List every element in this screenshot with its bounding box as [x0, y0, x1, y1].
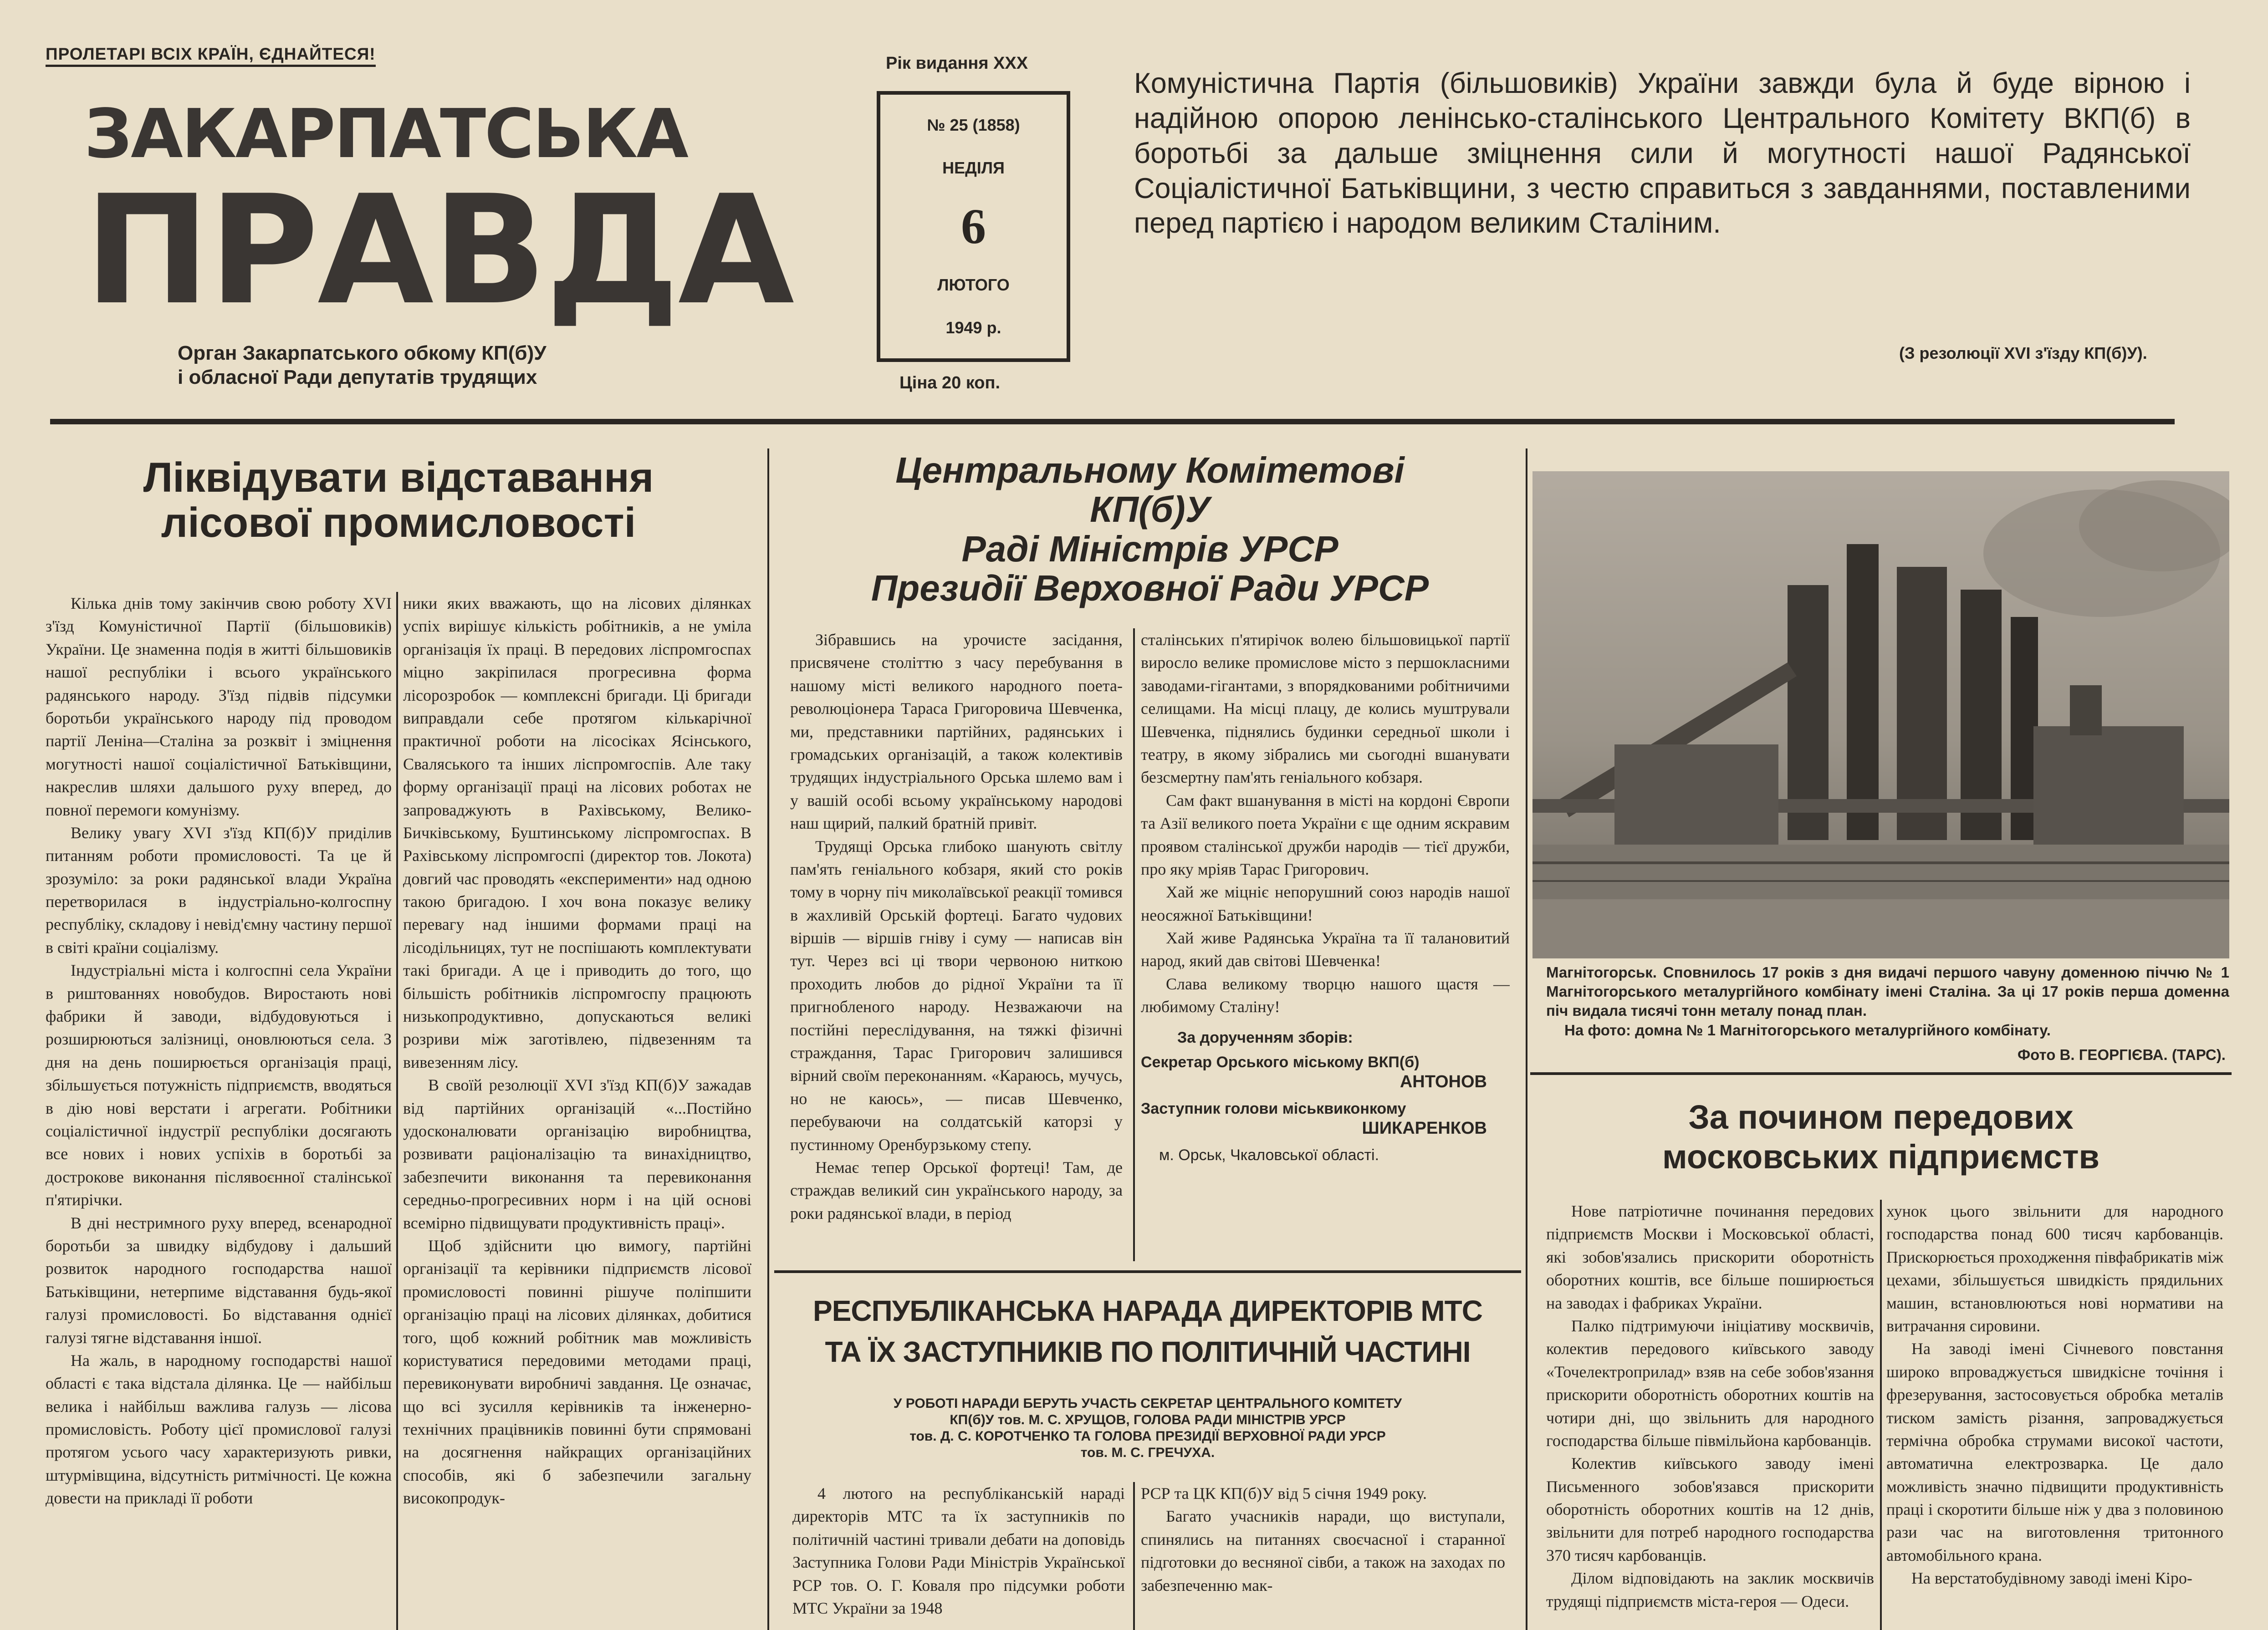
paragraph: 4 лютого на республіканській нараді директорів МТС та їх заступників по політичній частині тривали дебати на доповідь Заступника Голови Ради Міністрів Української РСР тов. О. Г. Коваля про підсумки роботи МТС України за 1948	[792, 1484, 1125, 1617]
editorial-headline	[68, 455, 729, 546]
paragraph: На заводі імені Січневого повстання широко впроваджується швидкісне точіння і фрезерування, застосовується обробка металів тиском замість різання, запроваджується термічна обробка струмами високої частоти, автоматична електрозварка. Це дало можливість значно підвищити продуктивність праці і скоротити більше ніж у два з половиною рази час на виготовлення тритонного автомобільного крана.	[1886, 1340, 2223, 1564]
slogan: ПРОЛЕТАРІ ВСІХ КРАЇН, ЄДНАЙТЕСЯ!	[46, 45, 376, 67]
letter-headline	[774, 451, 1526, 608]
editorial-headline-line2: лісової промисловості	[161, 499, 636, 546]
masthead-title-line2: ПРАВДА	[84, 163, 793, 338]
paragraph: Сам факт вшанування в місті на кордоні Європи та Азії великого поета України є ще одним яскравим проявом сталінської дружби народів — тієї дружби, про яку мріяв Тарас Григорович.	[1141, 791, 1510, 878]
conference-subhead	[774, 1396, 1521, 1461]
section-rule	[774, 1270, 1521, 1273]
letter-headline-line2: КП(б)У	[1090, 489, 1210, 530]
signature-1-title: Секретар Орського міському ВКП(б)	[1141, 1053, 1420, 1071]
editorial-column-1	[46, 592, 392, 1630]
conference-subhead-line4: тов. М. С. ГРЕЧУХА.	[1080, 1445, 1215, 1460]
section-divider	[767, 448, 769, 1630]
paragraph: Слава великому творцю нашого щастя — любимому Сталіну!	[1141, 974, 1510, 1016]
paragraph: Колектив київського заводу імені Письменного зобов'язався прискорити оборотність оборотних коштів на 12 днів, звільнити для потреб народного господарства 370 тисяч карбованців.	[1546, 1454, 1874, 1564]
conference-subhead-line2: КП(б)У тов. М. С. ХРУЩОВ, ГОЛОВА РАДИ МІНІСТРІВ УРСР	[950, 1412, 1346, 1427]
column-divider	[1133, 1482, 1135, 1630]
column-divider	[1133, 628, 1135, 1261]
paragraph: Індустріальні міста і колгоспні села України в риштованнях новобудов. Виростають нові фабрики й заводи, відбудовуються і розширюються залізниці, оновлюються села. З дня на день поширюється організація праці, збільшується потужність підприємств, вводяться в дію нові верстати і агрегати. Робітники соціалістичної індустрії республіки досягають все нових і нових успіхів в боротьбі за дострокове виконання післявоєнної сталінської п'ятирічки.	[46, 961, 392, 1209]
paragraph: На жаль, в народному господарстві нашої області є така відстала ділянка. Це — найбільш велика і найбільш важлива галузь — лісова промисловість. Роботу цієї промислової галузі протягом усього часу характеризують ривки, штурмівщина, відсутність ритмічності. Це кожна довести на прикладі її роботи	[46, 1351, 392, 1508]
conference-column-1	[792, 1482, 1125, 1630]
paragraph: Хай же міцніє непорушний союз народів нашої неосяжної Батьківщини!	[1141, 883, 1510, 924]
blast-furnace-image	[1532, 471, 2229, 958]
issue-box	[877, 91, 1070, 362]
editorial-column-2	[403, 592, 751, 1630]
paragraph: Трудящі Орська глибоко шанують світлу пам'ять геніального кобзаря, який сто років тому в чорну піч миколаївської реакції томився в жахливій Орській фортеці. Багато чудових віршів — віршів гніву і суму — написав він тут. Через всі ці твори червоною ниткою проходить любов до рідної України та її пригнобленого народу. Незважаючи на постійні переслідування, на тяжкі фізичні страждання, Тарас Григорович залишився вірний своїм переконанням. «Караюсь, мучусь, но не каюсь», — писав Шевченко, перебуваючи на солдатській каторзі у пустинному Оренбурзькому степу.	[790, 837, 1123, 1154]
moscow-column-2	[1886, 1200, 2223, 1630]
letter-column-2	[1141, 628, 1510, 1266]
paragraph: Ділом відповідають на заклик москвичів трудящі підприємств міста-героя — Одеси.	[1546, 1569, 1874, 1610]
photo-caption-text: Магнітогорськ. Сповнилось 17 років з дня видачі першого чавуну доменною піччю № 1 Магнітогорського металургійного комбінату імені Сталіна. За ці 17 років перша доменна піч видала тисячі тонн металу понад план.	[1546, 964, 2229, 1019]
by-order: За дорученням зборів:	[1177, 1029, 1353, 1046]
lead-quote-source: (З резолюції XVI з'їзду КП(б)У).	[1899, 344, 2147, 362]
issue-number: № 25 (1858)	[927, 116, 1020, 135]
letter-column-1	[790, 628, 1123, 1266]
signature-1-name: АНТОНОВ	[1400, 1072, 1487, 1092]
letter-headline-line1: Центральному Комітетові	[895, 450, 1405, 490]
paragraph: Зібравшись на урочисте засідання, присвячене століттю з часу перебування в нашому місті великого народного поета-революціонера Тараса Григоровича Шевченка, ми, представники партійних, радянських і громадських організацій, а також колективів трудящих індустріального Орська шлемо вам і у вашій особі всьому українському народові наш щирий, палкий братній привіт.	[790, 631, 1123, 833]
masthead-title-line1: ЗАКАРПАТСЬКА	[84, 95, 687, 173]
organ-line	[178, 341, 547, 390]
organ-line-2: і обласної Ради депутатів трудящих	[178, 366, 537, 388]
photo-caption-subject: На фото: домна № 1 Магнітогорського металургійного комбінату.	[1564, 1021, 2051, 1039]
paragraph: ники яких вважають, що на лісових ділянках успіх вирішує кількість робітників, а не уміла організація їх праці. В передових ліспромгоспах міцно закріпилася прогресивна форма лісорозробок — комплексні бригади. Ці бригади виправдали себе протягом кількарічної практичної роботи на лісосіках Ясінського, Сваляського та інших ліспромгоспів. Але таку форму організації праці на лісових роботах не запроваджують в Рахівському, Велико-Бичківському, Буштинському ліспромгоспах. В Рахівському ліспромгоспі (директор тов. Локота) довгий час проводять «експерименти» над одною такою бригадою. І хоч вона показує велику перевагу над іншими формами праці на лісодільницях, тут не поспішають комплектувати такі бригади. А це і приводить до того, що більшість робітників ліспромгоспу працюють низькопродуктивно, допускаються великі розриви між заготівлею, підвезенням та вивезенням лісу.	[403, 594, 751, 1071]
section-rule	[1530, 1072, 2232, 1075]
publication-year: Рік видання XXX	[886, 54, 1028, 73]
paragraph: В своїй резолюції XVI з'їзд КП(б)У зажадав від партійних організацій «...Постійно удосконалювати організацію виробництва, розвивати раціоналізацію та винахідництво, забезпечити виконання та перевиконання середньо-прогресивних норм і на цій основі всемірно підвищувати продуктивність праці».	[403, 1076, 751, 1232]
lead-quote: Комуністична Партія (більшовиків) України завжди була й буде вірною і надійною опорою ленінсько-сталінського Центрального Комітету ВКП(б) в боротьбі за дальше зміцнення сили й могутності нашої Радянської Соціалістичної Батьківщини, з честю справиться з завданнями, поставленими перед партією і народом великим Сталіним.	[1134, 67, 2191, 239]
paragraph: Хай живе Радянська Україна та її талановитий народ, який дав світові Шевченка!	[1141, 929, 1510, 970]
paragraph: хунок цього звільнити для народного господарства понад 600 тисяч карбованців. Прискорюється проходження півфабрикатів між цехами, збільшується швидкість прядильних машин, встановлюються нові нормативи на витрачання сировини.	[1886, 1202, 2223, 1335]
photo-blast-furnace	[1532, 471, 2229, 958]
organ-line-1: Орган Закарпатського обкому КП(б)У	[178, 342, 547, 364]
masthead-rule	[50, 419, 2175, 424]
paragraph: На верстатобудівному заводі імені Кіро-	[1911, 1569, 2192, 1588]
issue-month: ЛЮТОГО	[937, 275, 1010, 294]
conference-subhead-line3: тов. Д. С. КОРОТЧЕНКО ТА ГОЛОВА ПРЕЗИДІЇ ВЕРХОВНОЇ РАДИ УРСР	[909, 1429, 1386, 1444]
paragraph: Кілька днів тому закінчив свою роботу XVI з'їзд Комуністичної Партії (більшовиків) України. Це знаменна подія в житті більшовиків нашої республіки і всього українського радянського народу. З'їзд підвів підсумки боротьби українського народу під проводом партії Леніна—Сталіна за розквіт і зміцнення могутності нашої соціалістичної Батьківщини, накреслив шляхи дальшого руху вперед, до повної перемоги комунізму.	[46, 594, 392, 819]
conference-column-2	[1141, 1482, 1505, 1630]
signature-2-name: ШИКАРЕНКОВ	[1362, 1119, 1487, 1138]
paragraph: РСР та ЦК КП(б)У від 5 січня 1949 року.	[1141, 1484, 1427, 1503]
conference-headline	[774, 1291, 1521, 1372]
paragraph: В дні нестримного руху вперед, всенародної боротьби за швидку відбудову і дальший розвиток народного господарства нашої Батьківщини, нетерпиме відставання будь-якої галузі промисловості. Бо відставання однієї галузі тягне відставання іншої.	[46, 1213, 392, 1347]
moscow-headline-line2: московських підприємств	[1662, 1138, 2100, 1176]
conference-headline-line1: РЕСПУБЛІКАНСЬКА НАРАДА ДИРЕКТОРІВ МТС	[813, 1294, 1482, 1327]
letter-headline-line3: Раді Міністрів УРСР	[961, 528, 1338, 569]
issue-year: 1949 р.	[945, 318, 1001, 337]
price: Ціна 20 коп.	[899, 373, 1001, 392]
conference-subhead-line1: У РОБОТІ НАРАДИ БЕРУТЬ УЧАСТЬ СЕКРЕТАР ЦЕНТРАЛЬНОГО КОМІТЕТУ	[893, 1396, 1402, 1411]
paragraph: Щоб здійснити цю вимогу, партійні організації та керівники підприємств лісової промисловості повинні рішуче поліпшити організацію праці на лісових ділянках, добитися того, щоб кожний робітник мав можливість користуватися передовими методами праці, перевиконувати виробничі завдання. Це означає, що всі зусилля керівників та інженерно-технічних працівників повинні бути спрямовані на досягнення найкращих організаційних способів, які б забезпечили загальну високопродук-	[403, 1236, 751, 1508]
paragraph: Велику увагу XVI з'їзд КП(б)У приділив питанням роботи промисловості. Та це й зрозуміло: за роки радянської влади Україна перетворилася в індустріально-колгоспну республіку, складову і невід'ємну частину першої в світі країни соціалізму.	[46, 823, 392, 957]
paragraph: Немає тепер Орської фортеці! Там, де страждав великий син українського народу, за роки радянської влади, в період	[790, 1158, 1123, 1222]
moscow-column-1	[1546, 1200, 1874, 1630]
paragraph: Нове патріотичне починання передових підприємств Москви і Московської області, які зобов'язались прискорити оборотність оборотних коштів, все більше поширюється на заводах і фабриках України.	[1546, 1202, 1874, 1312]
moscow-headline	[1530, 1097, 2232, 1177]
paragraph: Палко підтримуючи ініціативу москвичів, колектив передового київського заводу «Точелектроприлад» взяв на себе зобов'язання прискорити оборотність оборотних коштів на чотири дні, що звільнить для народного господарства більше півмільйона карбованців.	[1546, 1316, 1874, 1450]
paragraph: сталінських п'ятирічок волею більшовицької партії виросло велике промислове місто з першокласними заводами-гігантами, з впорядкованими робітничими селищами. На місці плацу, де колись муштрували Шевченка, піднялись будинки середньої школи і театру, в якому зібрались ми сьогодні вшанувати безсмертну пам'ять геніального кобзаря.	[1141, 631, 1510, 787]
photo-caption	[1546, 963, 2229, 1040]
column-divider	[1880, 1200, 1882, 1630]
letter-headline-line4: Президії Верховної Ради УРСР	[871, 568, 1429, 609]
section-divider	[1526, 448, 1527, 1630]
letter-place: м. Орськ, Чкаловської області.	[1159, 1146, 1379, 1164]
issue-day: 6	[961, 199, 986, 255]
paragraph: Багато учасників наради, що виступали, спинялись на питаннях своєчасної і старанної підготовки до весняної сівби, а також на заходах по забезпеченню мак-	[1141, 1507, 1505, 1594]
photo-credit: Фото В. ГЕОРГІЄВА. (ТАРС).	[2018, 1046, 2226, 1063]
moscow-headline-line1: За почином передових	[1688, 1098, 2074, 1136]
signature-2-title: Заступник голови міськвиконкому	[1141, 1100, 1406, 1118]
weekday: НЕДІЛЯ	[942, 158, 1005, 178]
column-divider	[396, 592, 398, 1630]
conference-headline-line2: ТА ЇХ ЗАСТУПНИКІВ ПО ПОЛІТИЧНІЙ ЧАСТИНІ	[825, 1335, 1471, 1368]
editorial-headline-line1: Ліквідувати відставання	[143, 454, 654, 501]
